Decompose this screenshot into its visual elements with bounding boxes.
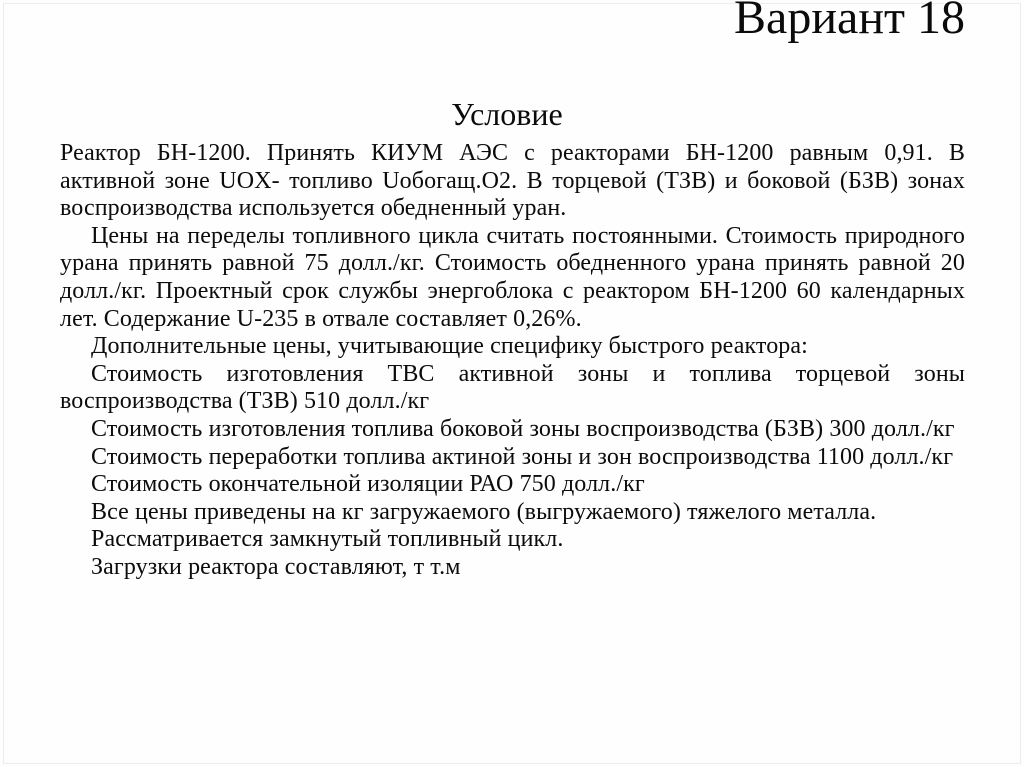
- paragraph-cycle-prices: Цены на переделы топливного цикла считать постоянными. Стоимость природного урана принять равной 75 долл./кг. Стоимость обедненного урана принять равной 20 долл./кг. Проектный срок службы энергоблока с реактором БН-1200 60 календарных лет. Содержание U-235 в отвале составляет 0,26%.: [60, 222, 965, 332]
- paragraph-reactor-intro: Реактор БН-1200. Принять КИУМ АЭС с реакторами БН-1200 равным 0,91. В активной зоне UOX- топливо Uобогащ.О2. В торцевой (ТЗВ) и боковой (БЗВ) зонах воспроизводства используется обедненный уран.: [60, 140, 965, 222]
- paragraph-reprocessing-cost: Стоимость переработки топлива актиной зоны и зон воспроизводства 1100 долл./кг: [91, 443, 954, 470]
- paragraph-reactor-loads: Загрузки реактора составляют, т т.м: [91, 553, 461, 580]
- paragraph-additional-prices: Дополнительные цены, учитывающие специфику быстрого реактора:: [91, 333, 808, 360]
- condition-body: [60, 140, 965, 582]
- paragraph-prices-per-kg-note: Все цены приведены на кг загружаемого (выгружаемого) тяжелого металла.: [91, 498, 877, 525]
- paragraph-closed-cycle-note: Рассматривается замкнутый топливный цикл.: [91, 526, 564, 553]
- paragraph-tvs-fabrication-cost: Стоимость изготовления ТВС активной зоны и топлива торцевой зоны воспроизводства (ТЗВ) 510 долл./кг: [60, 360, 965, 415]
- paragraph-bzv-fabrication-cost: Стоимость изготовления топлива боковой зоны воспроизводства (БЗВ) 300 долл./кг: [91, 415, 955, 442]
- paragraph-rao-isolation-cost: Стоимость окончательной изоляции РАО 750 долл./кг: [91, 471, 645, 498]
- condition-heading: Условие: [451, 96, 563, 132]
- slide-title: Вариант 18: [734, 0, 965, 44]
